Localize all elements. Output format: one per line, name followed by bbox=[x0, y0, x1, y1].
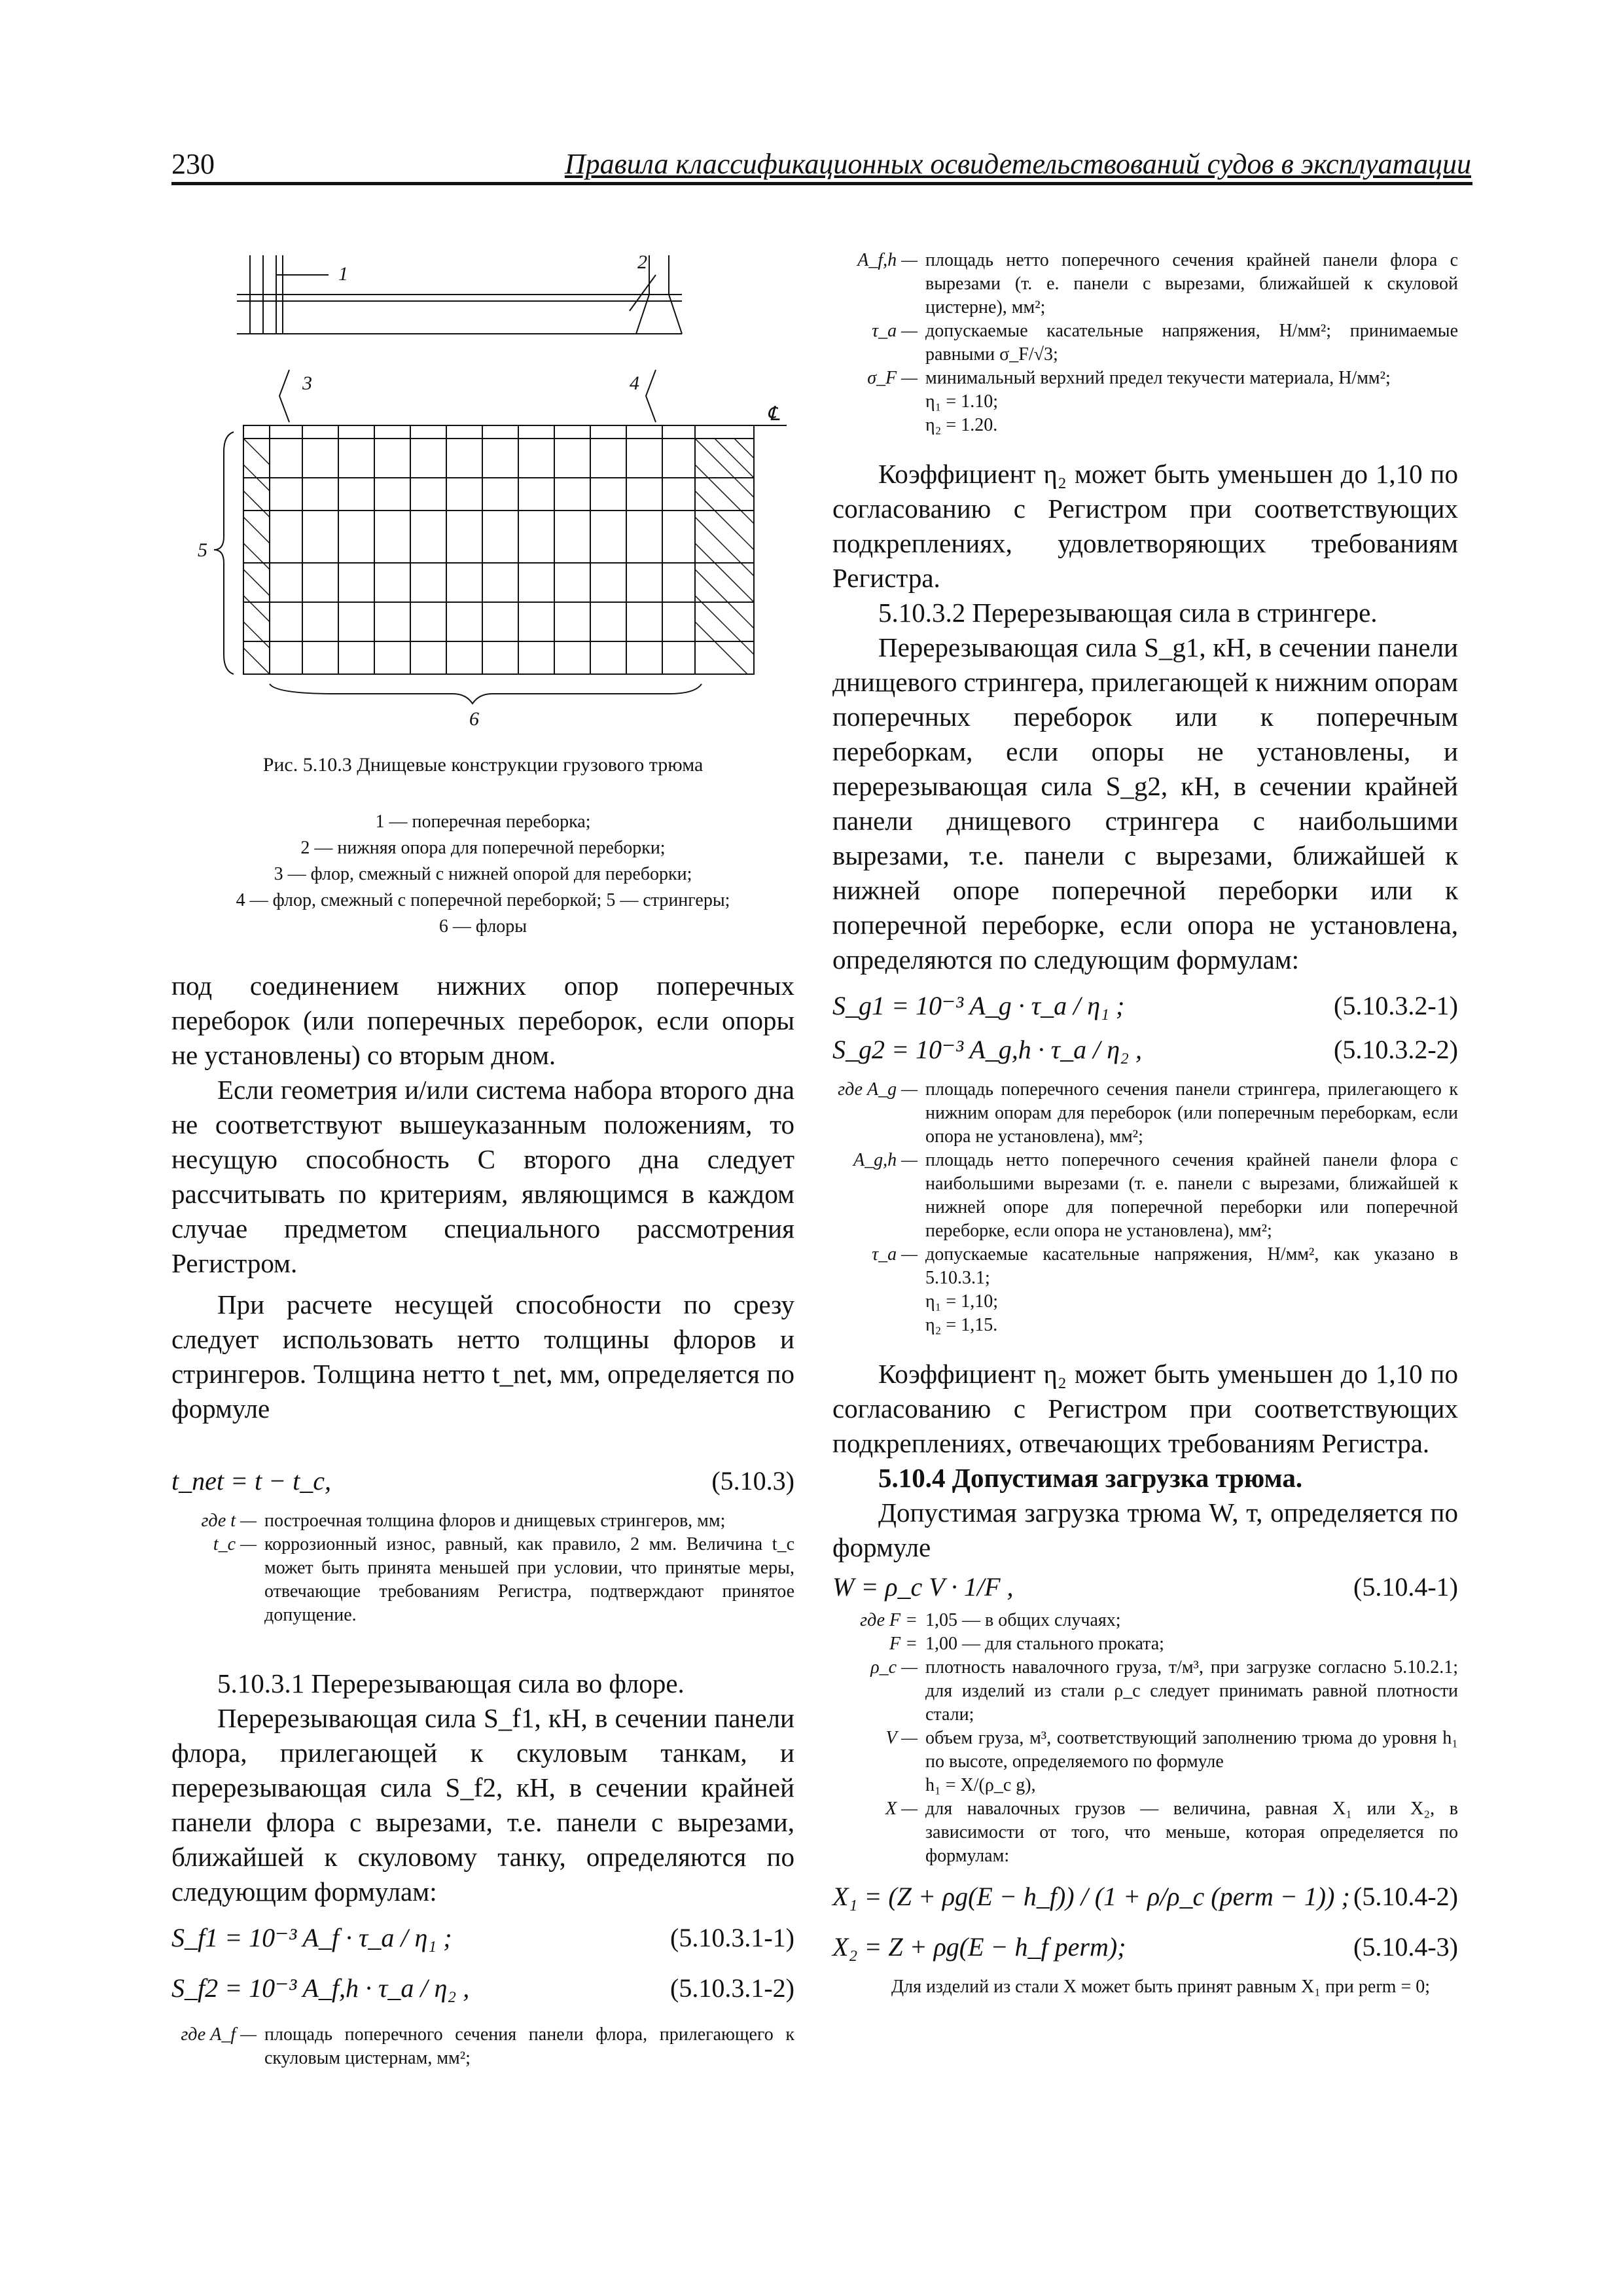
formula-5-10-4-1 bbox=[832, 1571, 1458, 1602]
definition-row bbox=[171, 1509, 794, 1533]
definition-row bbox=[832, 1078, 1458, 1149]
definition-text: 1,05 — в общих случаях; bbox=[925, 1610, 1121, 1630]
definition-row bbox=[832, 1149, 1458, 1243]
figure-caption: Рис. 5.10.3 Днищевые конструкции грузового трюма bbox=[262, 754, 704, 776]
definition-symbol: V — bbox=[885, 1728, 918, 1748]
figure-label-6: 6 bbox=[469, 708, 479, 730]
legend-line: 1 — поперечная переборка; bbox=[375, 812, 591, 832]
definition-symbol: X — bbox=[885, 1799, 918, 1819]
definition-text: коррозионный износ, равный, как правило, 2 мм. Величина t_c может быть принята меньшей при условии, что принятые меры, отвечающие требованиям Регистра, подтверждают принятое допущение. bbox=[264, 1534, 794, 1625]
figure-label-5: 5 bbox=[198, 539, 207, 561]
definition-symbol bbox=[832, 1314, 925, 1337]
definition-text: η₂ = 1.20. bbox=[925, 415, 998, 435]
header-rule bbox=[171, 182, 1472, 185]
definition-symbol: A_g,h — bbox=[853, 1150, 918, 1170]
formula-number: (5.10.4-1) bbox=[1353, 1572, 1458, 1602]
formula-body: S_f2 = 10⁻³ A_f,h · τ_a / η₂ , bbox=[171, 1973, 470, 2003]
definition-text: объем груза, м³, соответствующий заполнению трюма до уровня h₁ по высоте, определяемого по формуле bbox=[925, 1728, 1458, 1772]
definition-symbol: где A_g — bbox=[838, 1079, 918, 1100]
definition-symbol: σ_F — bbox=[867, 368, 918, 388]
definition-text: допускаемые касательные напряжения, Н/мм², как указано в 5.10.3.1; bbox=[925, 1244, 1458, 1288]
definition-text: для навалочных грузов — величина, равная X₁ или X₂, в зависимости от того, что меньше, которая определяется по формулам: bbox=[925, 1799, 1458, 1866]
definition-row bbox=[832, 1797, 1458, 1868]
paragraph: Перерезывающая сила S_f1, кН, в сечении панели флора, прилегающей к скуловым танкам, и перерезывающая сила S_f2, кН, в сечении крайней панели флора с вырезами, т.е. панели с вырезами, ближайшей к скуловому танку, определяются по следующим формулам: bbox=[171, 1703, 794, 1907]
definition-row bbox=[832, 249, 1458, 319]
definition-symbol bbox=[832, 414, 925, 437]
definition-symbol: A_f,h — bbox=[857, 250, 918, 270]
formula-number: (5.10.3) bbox=[711, 1466, 794, 1496]
definition-symbol: F = bbox=[889, 1634, 918, 1654]
legend-line: 4 — флор, смежный с поперечной переборкой; 5 — стрингеры; bbox=[236, 890, 730, 910]
formula-5-10-3-2-1 bbox=[832, 990, 1458, 1021]
paragraph: Допустимая загрузка трюма W, т, определяется по формуле bbox=[832, 1498, 1458, 1562]
formula-number: (5.10.4-2) bbox=[1353, 1882, 1458, 1911]
formula-number: (5.10.3.1-1) bbox=[670, 1923, 794, 1952]
definition-symbol: где t — bbox=[201, 1511, 257, 1531]
note: Для изделий из стали X может быть принят равным X₁ при perm = 0; bbox=[891, 1977, 1431, 1997]
definition-text: допускаемые касательные напряжения, Н/мм²; принимаемые равными σ_F/√3; bbox=[925, 321, 1458, 365]
formula-5-10-3-2-2 bbox=[832, 1034, 1458, 1065]
definition-text: построечная толщина флоров и днищевых стрингеров, мм; bbox=[264, 1511, 726, 1531]
definition-symbol bbox=[832, 1290, 925, 1314]
definition-symbol bbox=[832, 1774, 925, 1797]
figure-label-3: 3 bbox=[302, 372, 312, 394]
definition-row bbox=[832, 1774, 1458, 1797]
formula-body: X₁ = (Z + ρg(E − h_f)) / (1 + ρ/ρ_c (perm − 1)) ; bbox=[832, 1882, 1350, 1911]
figure-label-4: 4 bbox=[630, 372, 639, 394]
definition-row bbox=[832, 1290, 1458, 1314]
formula-5-10-4-3 bbox=[832, 1931, 1458, 1962]
definition-row bbox=[832, 1656, 1458, 1727]
definition-symbol: t_c — bbox=[213, 1534, 257, 1554]
left-column bbox=[171, 969, 794, 2070]
definition-text: 1,00 — для стального проката; bbox=[925, 1634, 1164, 1654]
definition-row bbox=[832, 414, 1458, 437]
figure-drawing bbox=[171, 249, 794, 759]
definitions-list bbox=[832, 1078, 1458, 1337]
running-title: Правила классификационных освидетельствований судов в эксплуатации bbox=[564, 148, 1471, 180]
formula-number: (5.10.3.2-2) bbox=[1334, 1035, 1458, 1064]
legend-line: 6 — флоры bbox=[438, 916, 527, 937]
page-number: 230 bbox=[171, 148, 215, 180]
definition-row bbox=[171, 1533, 794, 1627]
definition-symbol bbox=[832, 390, 925, 414]
formula-body: W = ρ_c V · 1/F , bbox=[832, 1572, 1014, 1602]
formula-body: S_g2 = 10⁻³ A_g,h · τ_a / η₂ , bbox=[832, 1035, 1142, 1064]
section-heading-5-10-3-1: 5.10.3.1 Перерезывающая сила во флоре. bbox=[217, 1668, 685, 1698]
paragraph: под соединением нижних опор поперечных переборок (или поперечных переборок, если опоры не установлены) со вторым дном. bbox=[171, 971, 794, 1070]
definition-text: η₂ = 1,15. bbox=[925, 1315, 998, 1335]
definition-row bbox=[832, 1243, 1458, 1290]
definition-row bbox=[832, 367, 1458, 390]
definition-row bbox=[832, 390, 1458, 414]
definition-text: плотность навалочного груза, т/м³, при загрузке согласно 5.10.2.1; для изделий из стали ρ_c следует принимать равной плотности стали; bbox=[925, 1657, 1458, 1725]
paragraph: Коэффициент η₂ может быть уменьшен до 1,10 по согласованию с Регистром при соответствующих подкреплениях, отвечающих требованиям Регистра. bbox=[832, 1359, 1458, 1458]
definition-row bbox=[832, 1632, 1458, 1656]
definitions-list bbox=[171, 2023, 794, 2070]
definition-text: η₁ = 1,10; bbox=[925, 1291, 998, 1312]
definition-symbol: τ_a — bbox=[872, 321, 918, 341]
legend-line: 2 — нижняя опора для поперечной переборки; bbox=[300, 838, 666, 858]
paragraph: Коэффициент η₂ может быть уменьшен до 1,10 по согласованию с Регистром при соответствующих подкреплениях, удовлетворяющих требованиям Регистра. bbox=[832, 459, 1458, 593]
formula-number: (5.10.4-3) bbox=[1353, 1932, 1458, 1962]
paragraph: Если геометрия и/или система набора второго дна не соответствуют вышеуказанным положениям, то несущую способность C второго дна следует рассчитывать по критериям, являющимся в каждом случае предметом специального рассмотрения Регистром. bbox=[171, 1075, 794, 1278]
right-column bbox=[832, 249, 1458, 2017]
formula-number: (5.10.3.1-2) bbox=[670, 1973, 794, 2003]
definition-text: h₁ = X/(ρ_c g), bbox=[925, 1775, 1036, 1795]
figure-bottom-structure bbox=[171, 249, 794, 759]
formula-5-10-3-1-1 bbox=[171, 1922, 794, 1953]
centerline-symbol: ℄ bbox=[767, 403, 780, 425]
figure-legend bbox=[171, 809, 794, 940]
formula-body: X₂ = Z + ρg(E − h_f perm); bbox=[832, 1932, 1126, 1962]
legend-line: 3 — флор, смежный с нижней опорой для переборки; bbox=[274, 864, 692, 884]
figure-label-2: 2 bbox=[637, 251, 647, 273]
definition-symbol: τ_a — bbox=[872, 1244, 918, 1265]
definitions-list bbox=[832, 1609, 1458, 1868]
definition-text: площадь поперечного сечения панели флора, прилегающего к скуловым цистернам, мм²; bbox=[264, 2024, 794, 2068]
section-heading-5-10-3-2: 5.10.3.2 Перерезывающая сила в стрингере. bbox=[878, 598, 1378, 628]
formula-body: S_f1 = 10⁻³ A_f · τ_a / η₁ ; bbox=[171, 1923, 452, 1952]
definition-row bbox=[832, 319, 1458, 367]
formula-body: S_g1 = 10⁻³ A_g · τ_a / η₁ ; bbox=[832, 991, 1125, 1020]
definition-row bbox=[832, 1727, 1458, 1774]
definition-symbol: где F = bbox=[860, 1610, 918, 1630]
formula-body: t_net = t − t_c, bbox=[171, 1466, 331, 1496]
paragraph: При расчете несущей способности по срезу следует использовать нетто толщины флоров и стрингеров. Толщина нетто t_net, мм, определяется по формуле bbox=[171, 1289, 794, 1424]
definition-text: площадь поперечного сечения панели стрингера, прилегающего к нижним опорам для переборок (или поперечным переборкам, если опора не установлена), мм²; bbox=[925, 1079, 1458, 1147]
definition-text: η₁ = 1.10; bbox=[925, 391, 998, 412]
definition-text: минимальный верхний предел текучести материала, Н/мм²; bbox=[925, 368, 1391, 388]
formula-number: (5.10.3.2-1) bbox=[1334, 991, 1458, 1020]
definition-symbol: ρ_c — bbox=[870, 1657, 918, 1677]
definitions-list bbox=[171, 1509, 794, 1627]
figure-label-1: 1 bbox=[338, 263, 348, 285]
definition-row bbox=[832, 1609, 1458, 1632]
section-heading-5-10-4: 5.10.4 Допустимая загрузка трюма. bbox=[878, 1463, 1303, 1493]
definition-row bbox=[171, 2023, 794, 2070]
formula-5-10-4-2 bbox=[832, 1881, 1458, 1912]
definitions-list bbox=[832, 249, 1458, 437]
formula-5-10-3-1-2 bbox=[171, 1973, 794, 2003]
definition-text: площадь нетто поперечного сечения крайней панели флора с вырезами (т. е. панели с вырезами, ближайшей к скуловой цистерне), мм²; bbox=[925, 250, 1458, 317]
definition-symbol: где A_f — bbox=[181, 2024, 257, 2045]
definition-text: площадь нетто поперечного сечения крайней панели флора с наибольшими вырезами (т. е. панели с вырезами, ближайшей к нижней опоре для поперечной переборки или поперечной переборке, если опора не установлена), мм²; bbox=[925, 1150, 1458, 1241]
paragraph: Перерезывающая сила S_g1, кН, в сечении панели днищевого стрингера, прилегающей к нижним опорам поперечных переборок или к поперечным переборкам, если опоры не установлены, и перерезывающая сила S_g2, кН, в сечении крайней панели днищевого стрингера с наибольшими вырезами, т.е. панели с вырезами, ближайшей к нижней опоре поперечной переборки или к поперечной переборке, если опора не установлена, определяются по следующим формулам: bbox=[832, 632, 1458, 975]
formula-5-10-3 bbox=[171, 1465, 794, 1496]
definition-row bbox=[832, 1314, 1458, 1337]
